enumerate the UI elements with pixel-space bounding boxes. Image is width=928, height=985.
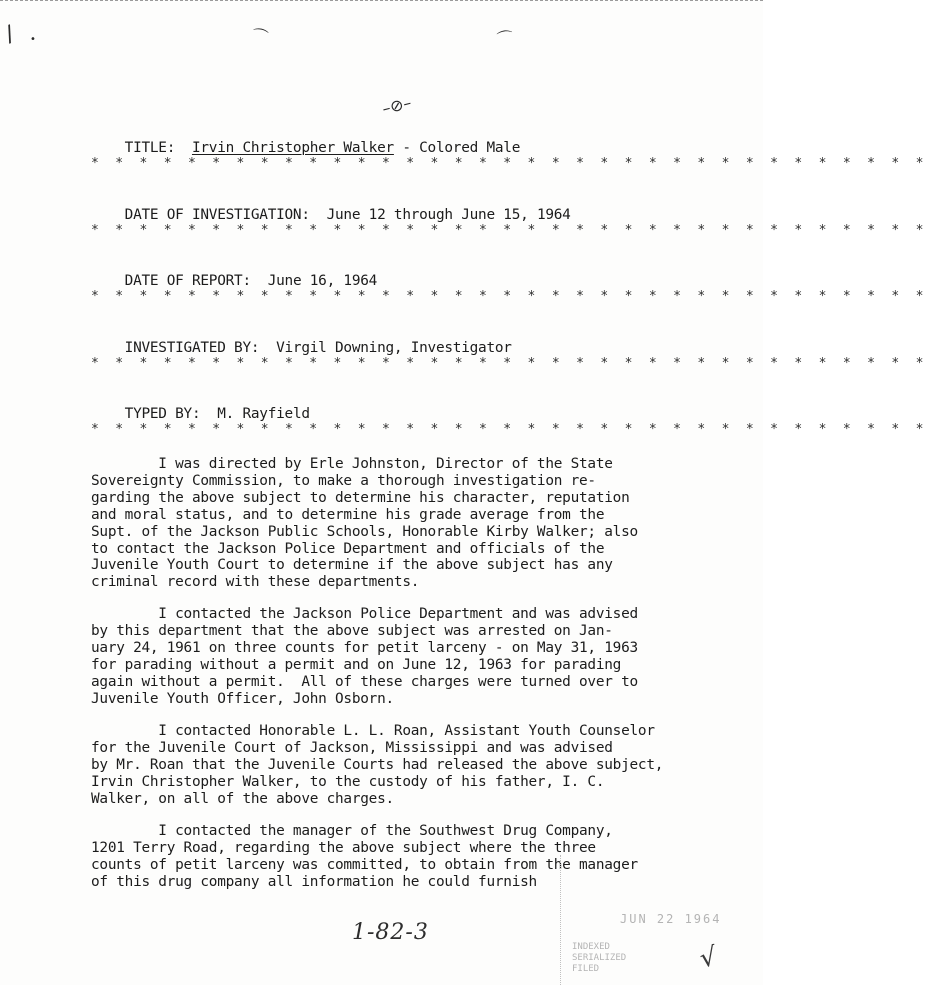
report-date-value: June 16, 1964 (267, 273, 378, 289)
paragraph-3-line-5: Walker, on all of the above charges. (91, 791, 394, 807)
margin-dot: • (30, 34, 36, 45)
paragraph-1-line-4: and moral status, and to determine his grade average from the (91, 507, 605, 523)
paragraph-3-line-4: Irvin Christopher Walker, to the custody of his father, I. C. (91, 774, 605, 790)
paragraph-4-line-2: 1201 Terry Road, regarding the above subject where the three (91, 840, 596, 856)
paragraph-2-line-6: Juvenile Youth Officer, John Osborn. (91, 691, 394, 707)
investigation-date-value: June 12 through June 15, 1964 (326, 207, 571, 223)
paragraph-2-line-3: uary 24, 1961 on three counts for petit larceny - on May 31, 1963 (91, 640, 638, 656)
paragraph-1-line-1: I was directed by Erle Johnston, Director of the State (91, 456, 613, 472)
handwritten-tick: –⊘– (380, 92, 414, 119)
paragraph-1-line-7: Juvenile Youth Court to determine if the above subject has any (91, 557, 613, 573)
stamp-date: JUN 22 1964 (620, 912, 722, 926)
paragraph-2-line-1: I contacted the Jackson Police Department and was advised (91, 606, 638, 622)
separator-4: * * * * * * * * * * * * * * * * * * * * * * * * * * * * * * * * * * * (91, 356, 928, 371)
report-date-label: DATE OF REPORT: (124, 273, 251, 289)
stamp-initial-mark: √ (697, 941, 720, 975)
paragraph-3-line-3: by Mr. Roan that the Juvenile Courts had released the above subject, (91, 757, 664, 773)
paragraph-1-line-3: garding the above subject to determine his character, reputation (91, 490, 630, 506)
paragraph-4-line-4: of this drug company all information he could furnish (91, 874, 537, 890)
separator-3: * * * * * * * * * * * * * * * * * * * * * * * * * * * * * * * * * * * (91, 289, 928, 304)
investigation-date-label: DATE OF INVESTIGATION: (124, 207, 310, 223)
title-label: TITLE: (124, 140, 176, 156)
separator-5: * * * * * * * * * * * * * * * * * * * * * * * * * * * * * * * * * * * (91, 422, 928, 437)
typed-by-value: M. Rayfield (217, 406, 310, 422)
paragraph-1-line-5: Supt. of the Jackson Public Schools, Honorable Kirby Walker; also (91, 524, 638, 540)
separator-1: * * * * * * * * * * * * * * * * * * * * * * * * * * * * * * * * * * * (91, 156, 928, 171)
paragraph-1-line-2: Sovereignty Commission, to make a thorough investigation re- (91, 473, 596, 489)
separator-2: * * * * * * * * * * * * * * * * * * * * * * * * * * * * * * * * * * * (91, 223, 928, 238)
subject-description: - Colored Male (393, 140, 521, 156)
handwritten-page-number: 1-82-3 (352, 920, 429, 945)
paragraph-4-line-3: counts of petit larceny was committed, to obtain from the manager (91, 857, 638, 873)
paragraph-2-line-5: again without a permit. All of these charges were turned over to (91, 674, 638, 690)
investigated-by-value: Virgil Downing, Investigator (276, 340, 512, 356)
stamp-filed: FILED (572, 964, 600, 974)
paragraph-3-line-2: for the Juvenile Court of Jackson, Mississippi and was advised (91, 740, 613, 756)
margin-check-mark: / (1, 21, 18, 48)
paragraph-1-line-8: criminal record with these departments. (91, 574, 420, 590)
paragraph-1-line-6: to contact the Jackson Police Department and officials of the (91, 541, 605, 557)
subject-name: Irvin Christopher Walker (191, 140, 394, 156)
paragraph-2-line-2: by this department that the above subject was arrested on Jan- (91, 623, 613, 639)
page-top-edge (0, 0, 763, 1)
paragraph-2-line-4: for parading without a permit and on June 12, 1963 for parading (91, 657, 622, 673)
paragraph-4-line-1: I contacted the manager of the Southwest Drug Company, (91, 823, 613, 839)
scan-mark-left: ⌒ (249, 25, 270, 48)
typed-by-label: TYPED BY: (124, 406, 201, 422)
paragraph-3-line-1: I contacted Honorable L. L. Roan, Assistant Youth Counselor (91, 723, 655, 739)
stamp-indexed: INDEXED (572, 942, 610, 952)
scan-mark-right: ⌒ (495, 27, 515, 50)
investigated-by-label: INVESTIGATED BY: (124, 340, 260, 356)
stamp-serialized: SERIALIZED (572, 953, 627, 963)
